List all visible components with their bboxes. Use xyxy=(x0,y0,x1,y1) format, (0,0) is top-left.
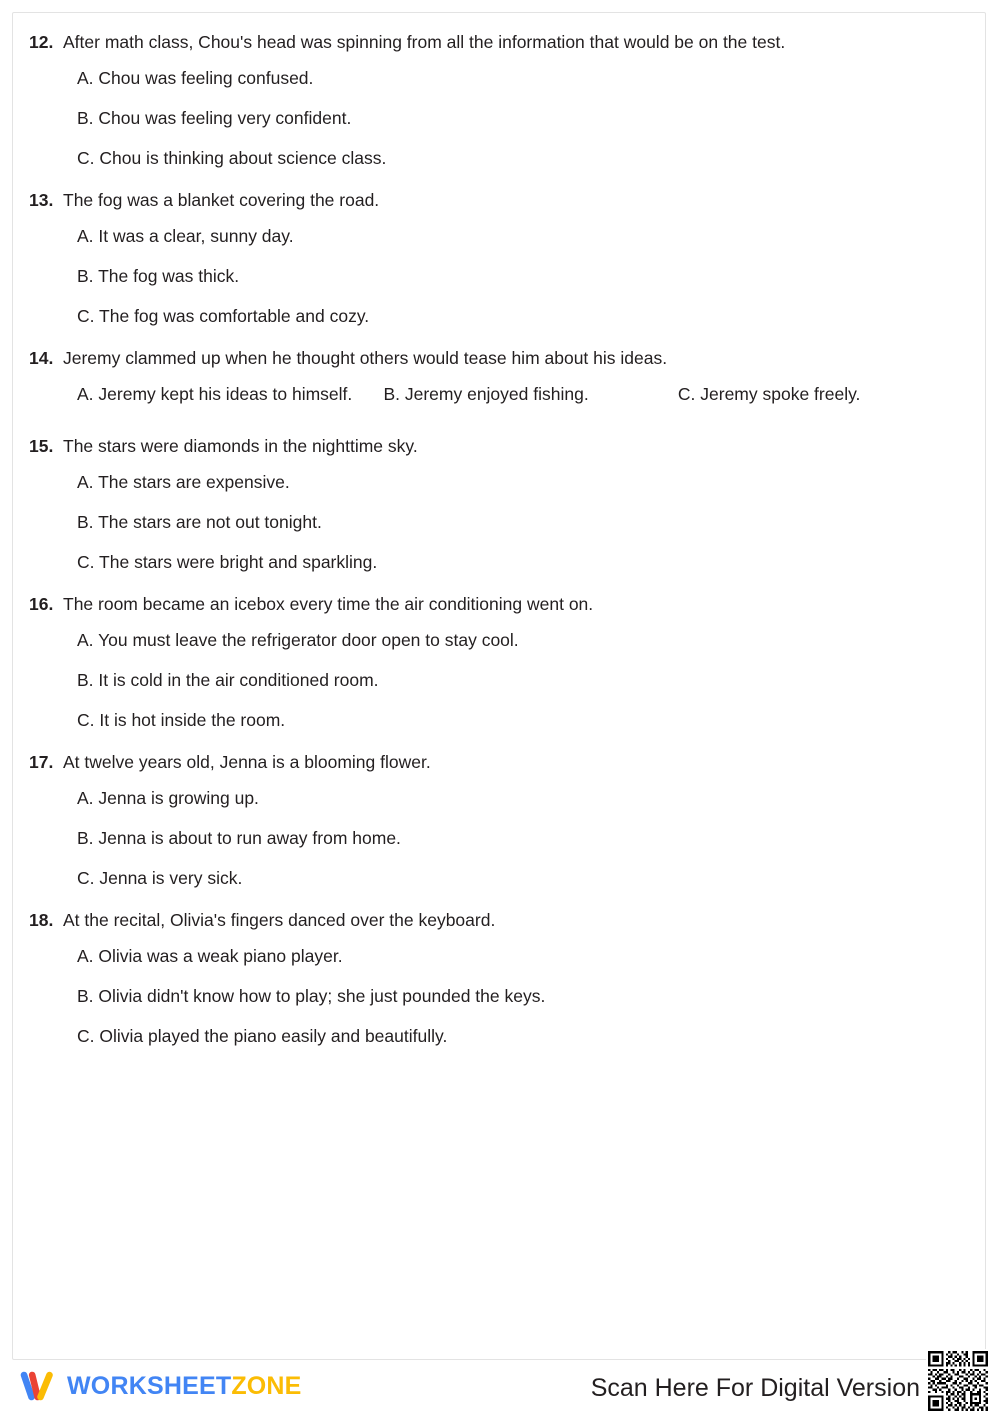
worksheet-page xyxy=(12,12,986,1360)
worksheet-zone-w-logo-icon xyxy=(18,1366,58,1406)
question-number: 13. xyxy=(29,190,54,210)
question-item xyxy=(29,29,963,171)
question-list xyxy=(13,13,985,1065)
question-stem-row xyxy=(29,591,963,617)
question-item xyxy=(29,749,963,891)
answer-options xyxy=(29,223,963,329)
question-number: 14. xyxy=(29,348,54,368)
answer-options xyxy=(29,785,963,891)
question-number: 18. xyxy=(29,910,54,930)
question-item xyxy=(29,187,963,329)
answer-option-a[interactable]: A. Chou was feeling confused. xyxy=(77,68,314,88)
brand-name-primary: WORKSHEET xyxy=(67,1371,232,1400)
question-item xyxy=(29,591,963,733)
answer-option-b[interactable]: B. Olivia didn't know how to play; she just pounded the keys. xyxy=(77,986,546,1006)
question-stem-row xyxy=(29,187,963,213)
answer-option-c[interactable]: C. It is hot inside the room. xyxy=(77,710,286,730)
answer-option-a[interactable]: A. You must leave the refrigerator door open to stay cool. xyxy=(77,630,519,650)
answer-option-a[interactable]: A. The stars are expensive. xyxy=(77,472,290,492)
answer-option-b[interactable]: B. Chou was feeling very confident. xyxy=(77,108,352,128)
answer-option-a[interactable]: A. Jeremy kept his ideas to himself. xyxy=(77,384,353,404)
scan-label: Scan Here For Digital Version xyxy=(590,1373,920,1402)
question-item xyxy=(29,907,963,1049)
answer-option-b[interactable]: B. Jeremy enjoyed fishing. xyxy=(383,384,589,404)
page-footer xyxy=(0,1362,1000,1414)
brand-wordmark xyxy=(67,1371,302,1400)
question-text: The fog was a blanket covering the road. xyxy=(63,190,380,210)
answer-option-c[interactable]: C. Jenna is very sick. xyxy=(77,868,243,888)
answer-options xyxy=(29,65,963,171)
question-stem-row xyxy=(29,345,963,371)
answer-option-b[interactable]: B. The stars are not out tonight. xyxy=(77,512,322,532)
answer-option-a[interactable]: A. Jenna is growing up. xyxy=(77,788,259,808)
answer-option-c[interactable]: C. The stars were bright and sparkling. xyxy=(77,552,378,572)
question-stem-row xyxy=(29,433,963,459)
answer-option-b[interactable]: B. The fog was thick. xyxy=(77,266,240,286)
answer-options xyxy=(29,381,963,407)
answer-option-c[interactable]: C. Jeremy spoke freely. xyxy=(677,384,861,404)
answer-options xyxy=(29,627,963,733)
question-text: At twelve years old, Jenna is a blooming flower. xyxy=(63,752,431,772)
scan-digital-version[interactable] xyxy=(591,1362,990,1414)
answer-option-c[interactable]: C. The fog was comfortable and cozy. xyxy=(77,306,370,326)
question-item xyxy=(29,433,963,575)
answer-option-c[interactable]: C. Chou is thinking about science class. xyxy=(77,148,387,168)
answer-option-a[interactable]: A. It was a clear, sunny day. xyxy=(77,226,294,246)
qr-code-icon[interactable] xyxy=(926,1349,990,1413)
question-text: At the recital, Olivia's fingers danced over the keyboard. xyxy=(63,910,496,930)
question-text: Jeremy clammed up when he thought others would tease him about his ideas. xyxy=(63,348,668,368)
question-number: 17. xyxy=(29,752,54,772)
brand-name-secondary: ZONE xyxy=(231,1371,302,1400)
answer-options xyxy=(29,469,963,575)
question-item xyxy=(29,345,963,407)
answer-option-a[interactable]: A. Olivia was a weak piano player. xyxy=(77,946,343,966)
answer-option-b[interactable]: B. Jenna is about to run away from home. xyxy=(77,828,401,848)
question-stem-row xyxy=(29,749,963,775)
question-stem-row xyxy=(29,29,963,55)
question-number: 15. xyxy=(29,436,54,456)
question-stem-row xyxy=(29,907,963,933)
question-text: After math class, Chou's head was spinning from all the information that would be on the test. xyxy=(63,32,786,52)
question-text: The room became an icebox every time the air conditioning went on. xyxy=(63,594,594,614)
question-text: The stars were diamonds in the nighttime sky. xyxy=(63,436,418,456)
question-number: 16. xyxy=(29,594,54,614)
answer-option-c[interactable]: C. Olivia played the piano easily and beautifully. xyxy=(77,1026,448,1046)
brand-logo[interactable] xyxy=(18,1366,302,1406)
answer-option-b[interactable]: B. It is cold in the air conditioned room. xyxy=(77,670,379,690)
answer-options xyxy=(29,943,963,1049)
question-number: 12. xyxy=(29,32,54,52)
